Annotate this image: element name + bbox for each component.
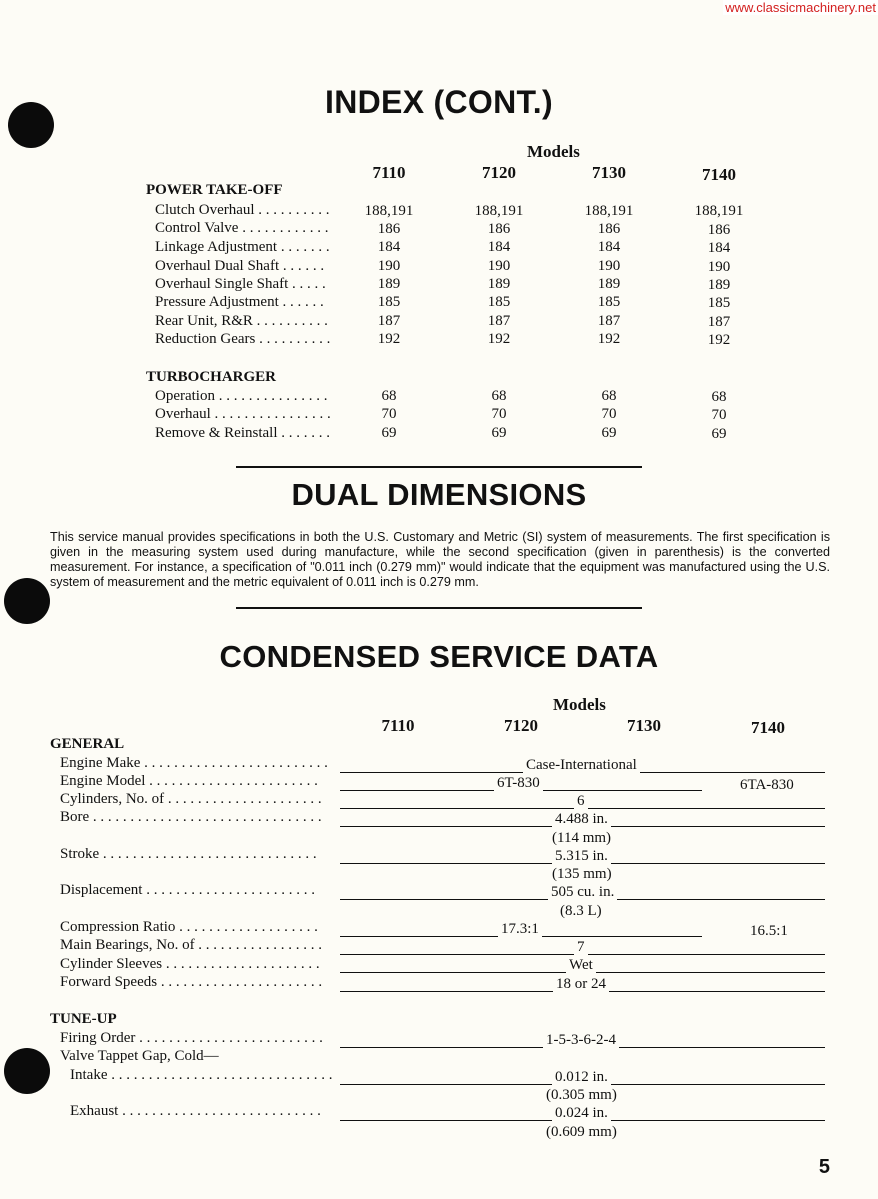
spec-label: Intake . . . . . . . . . . . . . . . . . . . . . . . . . . . . . .: [70, 1067, 333, 1083]
spec-value: 505 cu. in.: [548, 884, 617, 901]
row-label: Linkage Adjustment . . . . . . .: [155, 239, 330, 255]
valve-tappet-gap-label: Valve Tappet Gap, Cold—: [60, 1048, 219, 1064]
row-value: 184: [597, 239, 621, 255]
row-value: 68: [601, 388, 617, 404]
row-value: 189: [377, 276, 401, 292]
row-value: 187: [377, 313, 401, 329]
spec-value: 18 or 24: [553, 976, 609, 993]
row-value: 192: [707, 332, 731, 348]
row-value: 184: [487, 239, 511, 255]
row-value: 188,191: [474, 203, 524, 219]
binder-hole-middle: [4, 578, 50, 624]
row-label: Overhaul . . . . . . . . . . . . . . . .: [155, 406, 331, 422]
row-value: 186: [597, 221, 621, 237]
spec-label: Engine Make . . . . . . . . . . . . . . . . . . . . . . . . .: [60, 755, 328, 771]
row-value: 69: [601, 425, 617, 441]
row-label: Reduction Gears . . . . . . . . . .: [155, 331, 331, 347]
section-general: GENERAL: [50, 736, 125, 752]
row-value: 185: [487, 294, 511, 310]
row-value: 184: [707, 240, 731, 256]
spec-label: Engine Model . . . . . . . . . . . . . . . . . . . . . . .: [60, 773, 318, 789]
row-value: 186: [487, 221, 511, 237]
spec-metric: (0.305 mm): [546, 1087, 617, 1103]
spec-label: Compression Ratio . . . . . . . . . . . . . . . . . . .: [60, 919, 318, 935]
index-model-7110: 7110: [372, 163, 406, 182]
index-model-7130: 7130: [592, 163, 626, 182]
condensed-model-7130: 7130: [627, 716, 661, 735]
row-value: 185: [377, 294, 401, 310]
spec-value: 4.488 in.: [552, 811, 611, 828]
row-label: Overhaul Single Shaft . . . . .: [155, 276, 326, 292]
spec-value: 6: [574, 793, 588, 810]
spec-label: Exhaust . . . . . . . . . . . . . . . . . . . . . . . . . . .: [70, 1103, 321, 1119]
row-value: 192: [377, 331, 401, 347]
row-value: 189: [707, 277, 731, 293]
row-value: 68: [491, 388, 507, 404]
row-label: Operation . . . . . . . . . . . . . . .: [155, 388, 328, 404]
dual-dimensions-paragraph: This service manual provides specifications in both the U.S. Customary and Metric (SI) system of measurements. The first specification is given in the measuring system used during manufacture, while the second specification (given in parenthesis) is the converted measurement. For instance, a specification of "0.011 inch (0.279 mm)" would indicate that the equipment was manufactured using the U.S. system of measurement and the metric equivalent of 0.011 inch is 0.279 mm.: [50, 530, 830, 589]
row-value: 186: [377, 221, 401, 237]
row-label: Rear Unit, R&R . . . . . . . . . .: [155, 313, 328, 329]
divider-rule: [236, 607, 642, 609]
row-value: 190: [487, 258, 511, 274]
row-value: 189: [487, 276, 511, 292]
spec-value: Wet: [566, 957, 596, 974]
spec-metric: (135 mm): [552, 866, 612, 882]
spec-value-7140: 16.5:1: [750, 923, 788, 939]
row-label: Control Valve . . . . . . . . . . . .: [155, 220, 329, 236]
row-value: 70: [711, 407, 727, 423]
row-value: 185: [707, 295, 731, 311]
row-value: 69: [491, 425, 507, 441]
condensed-model-7140: 7140: [751, 718, 785, 737]
row-label: Pressure Adjustment . . . . . .: [155, 294, 324, 310]
spec-label: Displacement . . . . . . . . . . . . . . . . . . . . . . .: [60, 882, 315, 898]
row-value: 188,191: [364, 203, 414, 219]
row-value: 190: [707, 259, 731, 275]
divider-rule: [236, 466, 642, 468]
row-value: 184: [377, 239, 401, 255]
row-value: 192: [597, 331, 621, 347]
condensed-model-7110: 7110: [381, 716, 415, 735]
binder-hole-bottom: [4, 1048, 50, 1094]
spec-value: 7: [574, 939, 588, 956]
spec-label: Bore . . . . . . . . . . . . . . . . . . . . . . . . . . . . . . .: [60, 809, 322, 825]
spec-value: Case-International: [523, 757, 640, 774]
spec-metric: (0.609 mm): [546, 1124, 617, 1140]
row-value: 68: [711, 389, 727, 405]
condensed-service-data-title: CONDENSED SERVICE DATA: [219, 639, 659, 674]
row-value: 185: [597, 294, 621, 310]
spec-label: Cylinder Sleeves . . . . . . . . . . . . . . . . . . . . .: [60, 956, 320, 972]
row-value: 69: [711, 426, 727, 442]
row-value: 188,191: [694, 203, 744, 219]
spec-value: 0.012 in.: [552, 1069, 611, 1086]
row-value: 188,191: [584, 203, 634, 219]
section-tune-up: TUNE-UP: [50, 1011, 117, 1027]
row-value: 187: [707, 314, 731, 330]
index-model-7140: 7140: [702, 165, 736, 184]
row-value: 68: [381, 388, 397, 404]
row-value: 187: [597, 313, 621, 329]
spec-label: Firing Order . . . . . . . . . . . . . . . . . . . . . . . . .: [60, 1030, 323, 1046]
condensed-model-7120: 7120: [504, 716, 538, 735]
spec-metric: (114 mm): [552, 830, 612, 846]
spec-label: Forward Speeds . . . . . . . . . . . . . . . . . . . . . .: [60, 974, 323, 990]
spec-value: 6T-830: [494, 775, 543, 792]
condensed-models-label: Models: [553, 695, 606, 714]
index-title: INDEX (CONT.): [325, 84, 553, 120]
spec-label: Stroke . . . . . . . . . . . . . . . . . . . . . . . . . . . . .: [60, 846, 317, 862]
spec-metric: (8.3 L): [560, 903, 602, 919]
row-value: 189: [597, 276, 621, 292]
index-models-label: Models: [527, 142, 580, 161]
spec-label: Main Bearings, No. of . . . . . . . . . . . . . . . . .: [60, 937, 323, 953]
row-value: 190: [597, 258, 621, 274]
row-value: 70: [381, 406, 397, 422]
spec-value-7140: 6TA-830: [740, 777, 794, 793]
spec-label: Cylinders, No. of . . . . . . . . . . . . . . . . . . . . .: [60, 791, 322, 807]
spec-value: 5.315 in.: [552, 848, 611, 865]
row-label: Clutch Overhaul . . . . . . . . . .: [155, 202, 330, 218]
row-value: 187: [487, 313, 511, 329]
row-value: 70: [491, 406, 507, 422]
page-number: 5: [818, 1156, 830, 1178]
spec-value: 17.3:1: [498, 921, 542, 938]
index-model-7120: 7120: [482, 163, 516, 182]
section-turbocharger: TURBOCHARGER: [146, 369, 277, 385]
dual-dimensions-title: DUAL DIMENSIONS: [291, 477, 587, 512]
row-value: 70: [601, 406, 617, 422]
row-value: 69: [381, 425, 397, 441]
section-power-take-off: POWER TAKE-OFF: [146, 182, 283, 198]
spec-value: 1-5-3-6-2-4: [543, 1032, 619, 1049]
row-value: 186: [707, 222, 731, 238]
row-label: Overhaul Dual Shaft . . . . . .: [155, 258, 325, 274]
row-label: Remove & Reinstall . . . . . . .: [155, 425, 330, 441]
row-value: 190: [377, 258, 401, 274]
row-value: 192: [487, 331, 511, 347]
watermark: www.classicmachinery.net: [725, 0, 876, 15]
spec-value: 0.024 in.: [552, 1105, 611, 1122]
